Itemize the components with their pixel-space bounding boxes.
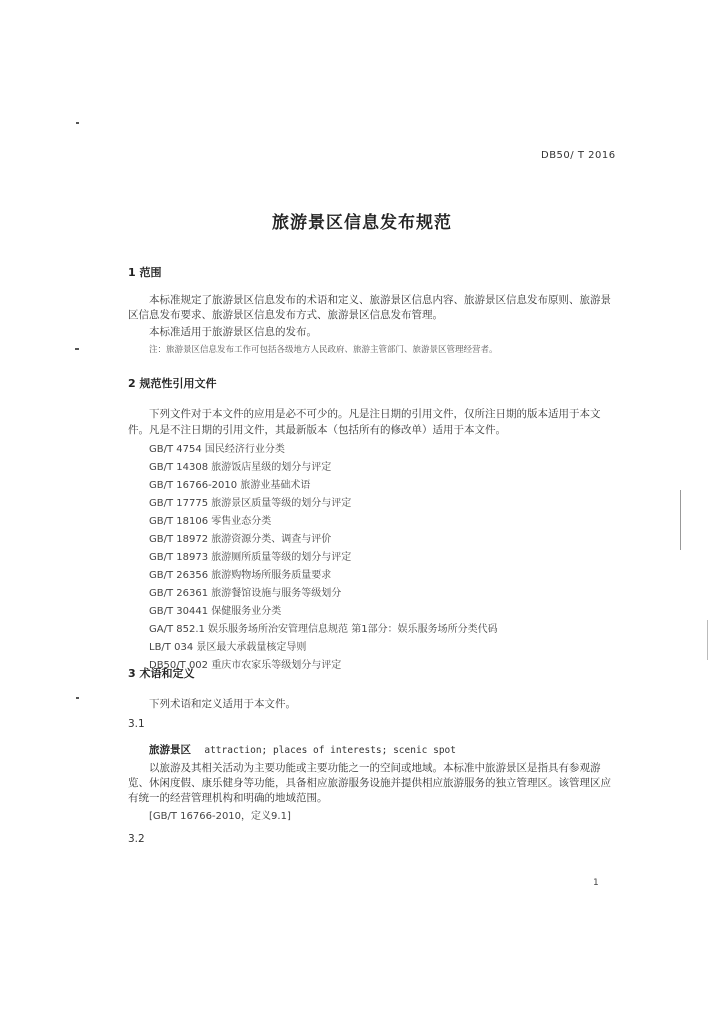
- scan-mark: [707, 620, 708, 660]
- term-english: attraction; places of interests; scenic spot: [204, 745, 457, 756]
- scan-mark: [680, 490, 681, 550]
- term-definition: 以旅游及其相关活动为主要功能或主要功能之一的空间或地域。本标准中旅游景区是指具有参观游览、休闲度假、康乐健身等功能，具备相应旅游服务设施并提供相应旅游服务的独立管理区。该管理区应有统一的经营管理机构和明确的地域范围。: [128, 762, 611, 804]
- reference-item: GB/T 17775 旅游景区质量等级的划分与评定: [149, 498, 352, 509]
- reference-item: GB/T 18972 旅游资源分类、调查与评价: [149, 534, 332, 545]
- term-name: 旅游景区: [149, 744, 191, 756]
- reference-item: GB/T 14308 旅游饭店星级的划分与评定: [149, 462, 332, 473]
- reference-item: GB/T 26356 旅游购物场所服务质量要求: [149, 570, 332, 581]
- standard-number: DB50/ T 2016: [541, 150, 616, 161]
- section-heading-references: 2 规范性引用文件: [128, 377, 217, 390]
- section-heading-scope: 1 范围: [128, 266, 162, 279]
- scope-applicability: 本标准适用于旅游景区信息的发布。: [149, 326, 317, 338]
- reference-item: DB50/T 002 重庆市农家乐等级划分与评定: [149, 660, 342, 671]
- term-heading: [149, 742, 456, 757]
- scan-mark: [76, 122, 79, 124]
- page-number: 1: [593, 878, 599, 888]
- terms-intro: 下列术语和定义适用于本文件。: [149, 698, 296, 710]
- reference-item: GB/T 30441 保健服务业分类: [149, 606, 282, 617]
- scan-mark: [75, 348, 79, 350]
- reference-item: GB/T 18973 旅游厕所质量等级的划分与评定: [149, 552, 352, 563]
- reference-item: GA/T 852.1 娱乐服务场所治安管理信息规范 第1部分：娱乐服务场所分类代码: [149, 624, 498, 635]
- references-intro: 下列文件对于本文件的应用是必不可少的。凡是注日期的引用文件，仅所注日期的版本适用于本文件。凡是不注日期的引用文件，其最新版本（包括所有的修改单）适用于本文件。: [128, 408, 601, 436]
- reference-item: GB/T 16766-2010 旅游业基础术语: [149, 480, 311, 491]
- reference-item: LB/T 034 景区最大承载量核定导则: [149, 642, 307, 653]
- reference-item: GB/T 4754 国民经济行业分类: [149, 444, 285, 455]
- scope-paragraph: 本标准规定了旅游景区信息发布的术语和定义、旅游景区信息内容、旅游景区信息发布原则、旅游景区信息发布要求、旅游景区信息发布方式、旅游景区信息发布管理。: [128, 294, 611, 321]
- term-number: 3.2: [128, 833, 145, 845]
- document-title: 旅游景区信息发布规范: [272, 213, 452, 233]
- term-number: 3.1: [128, 718, 145, 730]
- reference-item: GB/T 18106 零售业态分类: [149, 516, 272, 527]
- section-heading-terms: 3 术语和定义: [128, 667, 195, 680]
- scope-note: 注：旅游景区信息发布工作可包括各级地方人民政府、旅游主管部门、旅游景区管理经营者。: [149, 345, 498, 355]
- scan-mark: [76, 697, 79, 699]
- reference-item: GB/T 26361 旅游餐馆设施与服务等级划分: [149, 588, 342, 599]
- term-source: [GB/T 16766-2010，定义9.1]: [149, 811, 291, 822]
